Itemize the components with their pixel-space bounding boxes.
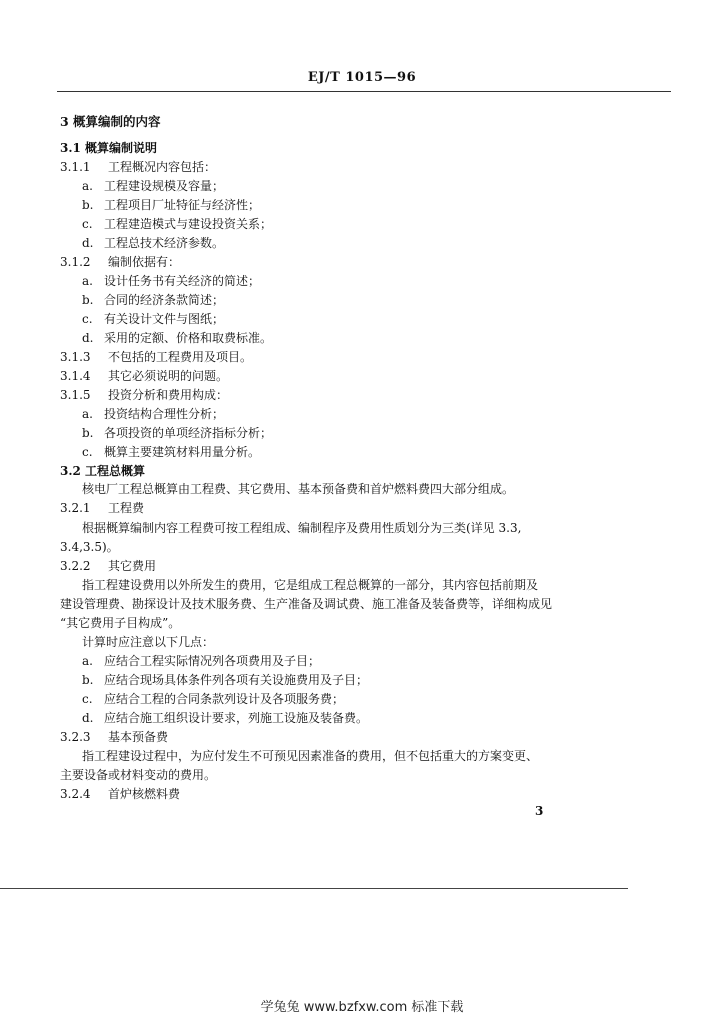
clause-3-1-4: 3.1.4 其它必须说明的问题。 xyxy=(60,369,229,383)
clause-3-2-3: 3.2.3 基本预备费 xyxy=(60,730,169,744)
clause-3-2-2: 3.2.2 其它费用 xyxy=(60,559,157,573)
bottom-rule xyxy=(0,888,628,889)
clause-3-1-5: 3.1.5 投资分析和费用构成： xyxy=(60,388,229,402)
header-rule xyxy=(57,91,671,92)
section-3-1-title: 3.1 概算编制说明 xyxy=(60,141,158,155)
list-item: a. 设计任务书有关经济的简述； xyxy=(82,274,261,288)
paragraph: 核电厂工程总概算由工程费、其它费用、基本预备费和首炉燃料费四大部分组成。 xyxy=(82,482,515,496)
list-item: a. 工程建设规模及容量； xyxy=(82,179,225,193)
list-item: a. 应结合工程实际情况列各项费用及子目； xyxy=(82,654,321,668)
clause-3-1-2: 3.1.2 编制依据有： xyxy=(60,255,181,269)
clause-3-1-3: 3.1.3 不包括的工程费用及项目。 xyxy=(60,350,253,364)
clause-3-1-1 xyxy=(60,159,216,175)
list-item: c. 有关设计文件与图纸； xyxy=(82,312,225,326)
list-item: b. 应结合现场具体条件列各项有关设施费用及子目； xyxy=(82,673,369,687)
paragraph-cont: “其它费用子目构成”。 xyxy=(60,616,181,630)
list-item: a. 投资结构合理性分析； xyxy=(82,407,225,421)
list-item: c. 概算主要建筑材料用量分析。 xyxy=(82,445,261,459)
section-3-2-title: 3.2 工程总概算 xyxy=(60,464,146,478)
list-item: b. 合同的经济条款简述； xyxy=(82,293,225,307)
document-code-header: EJ/T 1015—96 xyxy=(307,70,417,85)
page-number: 3 xyxy=(535,804,544,818)
list-item: d. 采用的定额、价格和取费标准。 xyxy=(82,331,273,345)
clause-number: 3.1.1 xyxy=(60,160,91,174)
list-item: c. 工程建造模式与建设投资关系； xyxy=(82,217,273,231)
paragraph-cont: 3.4,3.5)。 xyxy=(60,540,119,554)
paragraph-cont: 建设管理费、勘探设计及技术服务费、生产准备及调试费、施工准备及装备费等，详细构成见 xyxy=(60,597,553,611)
watermark-footer: 学兔兔 www.bzfxw.com 标准下载 xyxy=(260,1000,464,1015)
list-item: c. 应结合工程的合同条款列设计及各项服务费； xyxy=(82,692,345,706)
clause-3-2-4: 3.2.4 首炉核燃料费 xyxy=(60,787,181,801)
list-item: d. 工程总技术经济参数。 xyxy=(82,236,225,250)
section-3-title: 3 概算编制的内容 xyxy=(60,114,161,129)
paragraph: 计算时应注意以下几点： xyxy=(82,635,215,649)
paragraph: 指工程建设费用以外所发生的费用，它是组成工程总概算的一部分，其内容包括前期及 xyxy=(82,578,539,592)
list-item: d. 应结合施工组织设计要求，列施工设施及装备费。 xyxy=(82,711,369,725)
list-item: b. 各项投资的单项经济指标分析； xyxy=(82,426,273,440)
clause-text: 工程概况内容包括： xyxy=(108,160,217,174)
list-item: b. 工程项目厂址特征与经济性； xyxy=(82,198,261,212)
paragraph: 指工程建设过程中，为应付发生不可预见因素准备的费用，但不包括重大的方案变更、 xyxy=(82,749,539,763)
paragraph-cont: 主要设备或材料变动的费用。 xyxy=(60,768,217,782)
clause-3-2-1: 3.2.1 工程费 xyxy=(60,501,145,515)
paragraph: 根据概算编制内容工程费可按工程组成、编制程序及费用性质划分为三类(详见 3.3, xyxy=(82,521,522,535)
